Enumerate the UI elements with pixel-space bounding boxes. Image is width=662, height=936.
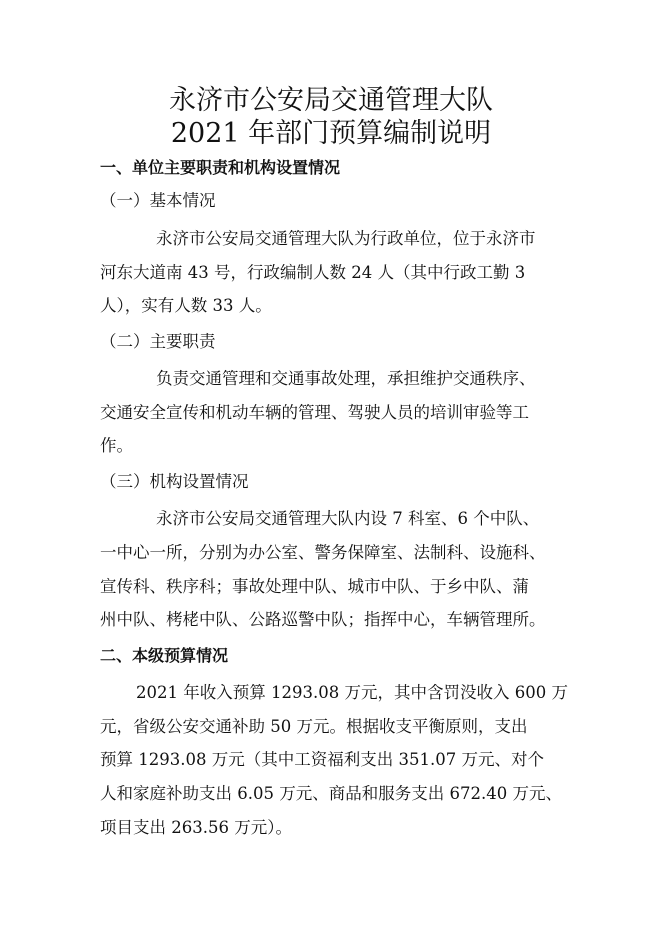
paragraph-line: 州中队、栲栳中队、公路巡警中队；指挥中心，车辆管理所。: [100, 610, 546, 629]
paragraph-line: 河东大道南 43 号，行政编制人数 24 人（其中行政工勤 3: [100, 263, 526, 282]
paragraph-line: 元，省级公安交通补助 50 万元。根据收支平衡原则，支出: [100, 717, 528, 736]
section2-heading: 二、本级预算情况: [100, 646, 229, 665]
paragraph-line: 交通安全宣传和机动车辆的管理、驾驶人员的培训审验等工: [100, 403, 529, 422]
paragraph-line: 项目支出 263.56 万元）。: [100, 818, 292, 837]
section1-heading: 一、单位主要职责和机构设置情况: [100, 158, 341, 177]
document-title-line1: 永济市公安局交通管理大队: [169, 85, 493, 116]
paragraph-line: 永济市公安局交通管理大队内设 7 科室、6 个中队、: [156, 509, 540, 528]
paragraph-line: 2021 年收入预算 1293.08 万元，其中含罚没收入 600 万: [136, 683, 568, 702]
paragraph-line: 人和家庭补助支出 6.05 万元、商品和服务支出 672.40 万元、: [100, 784, 562, 803]
paragraph-line: 永济市公安局交通管理大队为行政单位，位于永济市: [156, 229, 536, 248]
paragraph-line: 宣传科、秩序科；事故处理中队、城市中队、于乡中队、蒲: [100, 577, 529, 596]
sub1-heading: （一）基本情况: [100, 191, 216, 210]
sub3-heading: （三）机构设置情况: [100, 472, 249, 491]
document-title-line2: 2021 年部门预算编制说明: [170, 118, 492, 149]
paragraph-line: 作。: [100, 436, 133, 455]
sub2-heading: （二）主要职责: [100, 332, 216, 351]
paragraph-line: 一中心一所，分别为办公室、警务保障室、法制科、设施科、: [100, 543, 546, 562]
paragraph-line: 人），实有人数 33 人。: [100, 296, 272, 315]
paragraph-line: 负责交通管理和交通事故处理，承担维护交通秩序、: [156, 369, 536, 388]
paragraph-line: 预算 1293.08 万元（其中工资福利支出 351.07 万元、对个: [100, 750, 544, 769]
